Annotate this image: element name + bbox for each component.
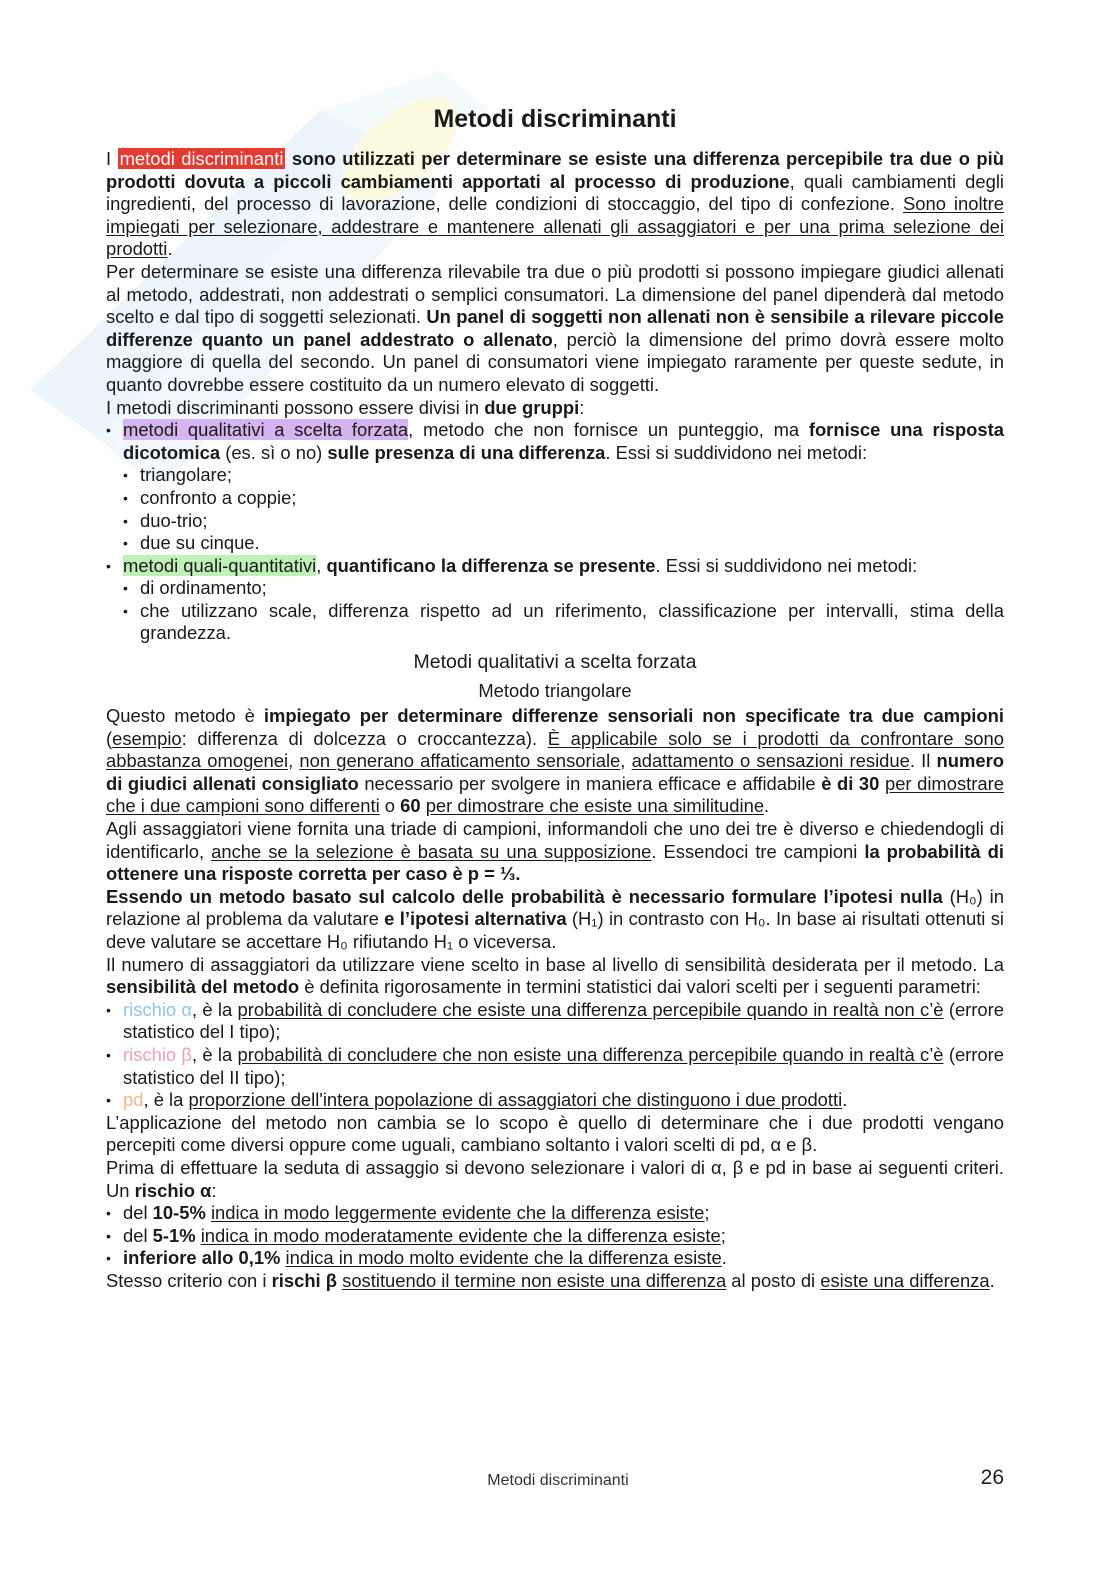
document-page [106,104,1004,1293]
list-item: • triangolare; [123,464,1004,487]
intro-paragraph: I metodi discriminanti sono utilizzati per determinare se esiste una differenza percepibile tra due o più prodotti dovuta a piccoli cambiamenti apportati al processo di produzione, quali cambiamenti degli ingredienti, del processo di lavorazione, delle condizioni di stoccaggio, del tipo di confezione. Sono inoltre impiegati per selezionare, addestrare e mantenere allenati gli assaggiatori e per una prima selezione dei prodotti. [106,148,1004,260]
list-item-quali-quantitativi: • metodi quali-quantitativi, quantificano la differenza se presente. Essi si suddividono nei metodi: • di ordinamento; • che utilizzano scale, differenza rispetto ad un riferimento, classificazione per intervalli, stima della grandezza. [106,555,1004,645]
page-number: 26 [980,1466,1004,1489]
page-title: Metodi discriminanti [433,105,677,133]
list-item-alpha: • rischio α, è la probabilità di concludere che esiste una differenza percepibile quando in realtà non c’è (errore statistico del I tipo); [106,999,1004,1044]
list-item: • duo-trio; [123,510,1004,533]
params-list [106,999,1004,1112]
qualitativi-sublist [123,464,1004,554]
list-item: • del 10-5% indica in modo leggermente evidente che la differenza esiste; [106,1202,1004,1225]
triangolare-paragraph-2: Agli assaggiatori viene fornita una triade di campioni, informandoli che uno dei tre è diverso e chiedendogli di identificarlo, anche se la selezione è basata su una supposizione. Essendoci tre campioni la probabilità di ottenere una risposte corretta per caso è p = ⅓. [106,818,1004,885]
alpha-list [106,1202,1004,1270]
list-item-qualitativi: • metodi qualitativi a scelta forzata, metodo che non fornisce un punteggio, ma fornisce una risposta dicotomica (es. sì o no) sulle presenza di una differenza. Essi si suddividono nei metodi: • triangolare; • confronto a coppie; • duo-trio; • due su cinque. [106,419,1004,555]
list-item: • di ordinamento; [123,577,1004,600]
list-item-beta: • rischio β, è la probabilità di concludere che non esiste una differenza percepibile quando in realtà c’è (errore statistico del II tipo); [106,1044,1004,1089]
triangolare-paragraph-7: Stesso criterio con i rischi β sostituendo il termine non esiste una differenza al posto di esiste una differenza. [106,1269,995,1291]
triangolare-paragraph-5: L’applicazione del metodo non cambia se lo scopo è quello di determinare che i due prodotti vengano percepiti come diversi oppure come uguali, cambiano soltanto i valori scelti di pd, α e β. [106,1111,1004,1156]
groups-paragraph: I metodi discriminanti possono essere divisi in due gruppi: [106,396,585,418]
section-heading: Metodi qualitativi a scelta forzata [413,651,697,674]
triangolare-paragraph-4: Il numero di assaggiatori da utilizzare viene scelto in base al livello di sensibilità desiderata per il metodo. La sensibilità del metodo è definita rigorosamente in termini statistici dai valori scelti per i seguenti parametri: [106,953,1004,998]
list-item: • che utilizzano scale, differenza rispetto ad un riferimento, classificazione per intervalli, stima della grandezza. [123,600,1004,645]
list-item: • due su cinque. [123,532,1004,555]
list-item: • del 5-1% indica in modo moderatamente evidente che la differenza esiste; [106,1225,1004,1248]
groups-list [106,419,1004,645]
list-item-pd: • pd, è la proporzione dell'intera popolazione di assaggiatori che distinguono i due prodotti. [106,1089,1004,1112]
footer-title: Metodi discriminanti [487,1472,629,1489]
highlight-metodi-discriminanti: metodi discriminanti [119,148,284,169]
quali-quant-sublist [123,577,1004,645]
list-item: • confronto a coppie; [123,487,1004,510]
list-item: • inferiore allo 0,1% indica in modo molto evidente che la differenza esiste. [106,1247,1004,1270]
triangolare-paragraph-1: Questo metodo è impiegato per determinare differenze sensoriali non specificate tra due campioni (esempio: differenza di dolcezza o croccantezza). È applicabile solo se i prodotti da confrontare sono abbastanza omogenei, non generano affaticamento sensoriale, adattamento o sensazioni residue. Il numero di giudici allenati consigliato necessario per svolgere in maniera efficace e affidabile è di 30 per dimostrare che i due campioni sono differenti o 60 per dimostrare che esiste una similitudine. [106,705,1004,817]
triangolare-paragraph-3: Essendo un metodo basato sul calcolo delle probabilità è necessario formulare l’ipotesi nulla (H₀) in relazione al problema da valutare e l’ipotesi alternativa (H₁) in contrasto con H₀. In base ai risultati ottenuti si deve valutare se accettare H₀ rifiutando H₁ o viceversa. [106,885,1004,952]
subsection-heading: Metodo triangolare [478,680,632,702]
triangolare-paragraph-6: Prima di effettuare la seduta di assaggio si devono selezionare i valori di α, β e pd in base ai seguenti criteri. Un rischio α: [106,1156,1004,1201]
panel-paragraph: Per determinare se esiste una differenza rilevabile tra due o più prodotti si possono impiegare giudici allenati al metodo, addestrati, non addestrati o semplici consumatori. La dimensione del panel dipenderà dal metodo scelto e dal tipo di soggetti selezionati. Un panel di soggetti non allenati non è sensibile a rilevare piccole differenze quanto un panel addestrato o allenato, perciò la dimensione del primo dovrà essere molto maggiore di quella del secondo. Un panel di consumatori viene impiegato raramente per queste sedute, in quanto dovrebbe essere costituito da un numero elevato di soggetti. [106,260,1004,395]
